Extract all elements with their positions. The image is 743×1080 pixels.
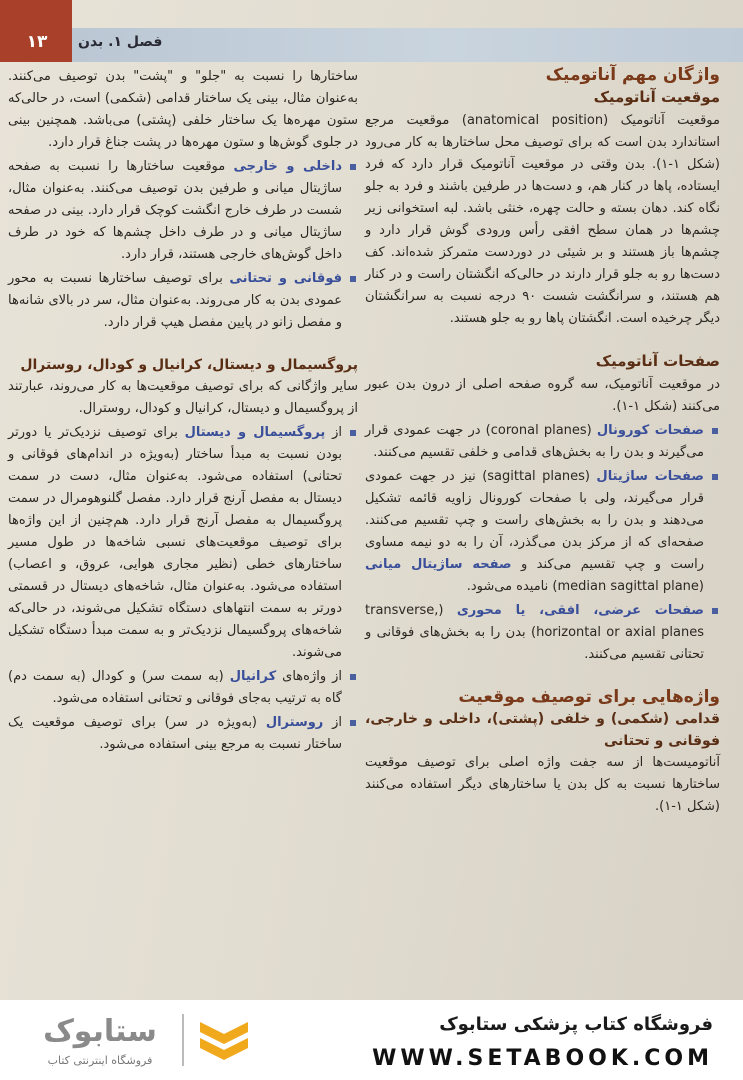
paragraph: در موقعیت آناتومیک، سه گروه صفحه اصلی از درون بدن عبور می‌کنند (شکل ۱-۱). [365,377,720,414]
bullet-icon [350,674,356,680]
list-item [8,156,358,266]
term: صفحه ساژیتال میانی [365,557,512,572]
store-footer [0,1000,743,1080]
list-item [365,420,720,464]
chapter-title: فصل ۱. بدن [78,34,163,50]
page-number-tab [0,0,72,62]
term: داخلی و خارجی [233,159,343,174]
list-item [8,422,358,664]
term: روسترال [265,715,324,730]
paragraph: موقعیت آناتومیک (anatomical position) موقعیت مرجع استاندارد بدن است که برای توصیف محل ساختارها به کار می‌رود (شکل ۱-۱). بدن وقتی در موقعیت آناتومیک قرار دارد که فرد ایستاده، پاها در کنار هم، و دست‌ها در طرفین باشند و فرد به جلو نگاه کند. دهان بسته و حالت چهره، خنثی باشد. لبه استخوانی زیر چشم‌ها در همان سطح افقی رأس ورودی گوش قرار دارد و چشم‌ها باز هستند و بر شیئی در دوردست متمرکز شده‌اند. کف دست‌ها رو به جلو قرار دارند در حالی‌که انگشتان راست و در کنار هم هستند، و سرانگشت شست ۹۰ درجه نسبت به سرانگشتان دیگر چرخیده است. انگشتان پاها رو به جلو هستند. [365,113,720,326]
list-item [365,466,720,598]
term: صفحات ساژیتال [596,469,704,484]
list-item-text: از [323,715,342,730]
list-item-text: برای توصیف ساختارها نسبت به محور عمودی بدن به کار می‌روند. به‌عنوان مثال، سر در بالای شانه‌ها و مفصل زانو در پایین مفصل هیپ قرار دارد. [8,271,342,330]
section-heading: قدامی (شکمی) و خلفی (پشتی)، داخلی و خارجی، فوقانی و تحتانی [365,711,720,749]
list-item-text: (median sagittal plane) نامیده می‌شود. [466,579,704,594]
term: فوقانی و تحتانی [229,271,342,286]
paragraph: آناتومیست‌ها از سه جفت واژه اصلی برای توصیف موقعیت ساختارها نسبت به کل بدن یا ساختارهای دیگر استفاده می‌کنند (شکل ۱-۱). [365,755,720,814]
main-heading: واژگان مهم آناتومیک [545,65,720,85]
term: کرانیال [229,669,277,684]
store-logo-subtitle: فروشگاه اینترنتی کتاب [47,1054,153,1067]
store-url[interactable]: WWW.SETABOOK.COM [372,1046,713,1071]
bullet-icon [350,164,356,170]
bullet-icon [350,430,356,436]
list-item-text: (transverse, horizontal or axial planes) بدن را به بخش‌های فوقانی و تحتانی تقسیم می‌کنند. [365,603,704,662]
list-item-text: (sagittal planes) نیز در جهت عمودی قرار می‌گیرند، ولی با صفحات کورونال زاویه قائمه تشکیل می‌دهند و بدن را به بخش‌های راست و چپ تقسیم می‌کنند. صفحه‌ای که از مرکز بدن می‌گذرد، آن را به دو نیمه مساوی راست و چپ تقسیم می‌کند و [365,469,704,572]
footer-divider [182,1014,184,1066]
bullet-icon [712,474,718,480]
section-heading: پروگسیمال و دیستال، کرانیال و کودال، روسترال [20,357,358,373]
chevron-logo-icon [196,1016,252,1064]
list-item-text: برای توصیف نزدیک‌تر یا دورتر بودن نسبت به مبدأ ساختار (به‌ویژه در اندام‌های فوقانی و تحتانی) استفاده می‌شود. به‌عنوان مثال، دست در سمت دیستال به مفصل آرنج قرار دارد. مفصل گلنوهومرال در سمت پروگسیمال به مفصل آرنج قرار دارد. هم‌چنین از این واژه‌ها برای توصیف موقعیت‌های نسبی شاخه‌ها در طول مسیر ساختارهای خطی (نظیر مجاری هوایی، عروق، و اعصاب) استفاده می‌شود. به‌عنوان مثال، شاخه‌های دیستال در قسمتی دورتر به سمت انتهاهای دستگاه تشکیل می‌شوند، در حالی‌که شاخه‌های پروگسیمال نزدیک‌تر و به سمت مبدأ دستگاه تشکیل می‌شوند. [8,425,342,660]
bullet-icon [350,720,356,726]
section-heading: صفحات آناتومیک [595,352,720,370]
paragraph: ساختارها را نسبت به "جلو" و "پشت" بدن توصیف می‌کنند. به‌عنوان مثال، بینی یک ساختار قدامی (شکمی) است، در حالی‌که ستون مهره‌ها یک ساختار خلفی (پشتی) می‌باشد. همچنین بینی در جلوی گوش‌ها و ستون مهره‌ها در پشت جناغ قرار دارد. [8,69,358,150]
main-heading: واژه‌هایی برای توصیف موقعیت [458,687,720,707]
right-column [365,64,720,820]
list-item-text: از واژه‌های [276,669,343,684]
bullet-icon [712,608,718,614]
list-item-text: (به‌ویژه در سر) برای توصیف موقعیت یک ساختار نسبت به مرجع بینی استفاده می‌شود. [8,715,342,752]
page-number: ۱۳ [26,32,48,52]
bullet-icon [712,428,718,434]
list-item-text: موقعیت ساختارها را نسبت به صفحه ساژیتال میانی و طرفین بدن توصیف می‌کنند. به‌عنوان مثال، شست در طرف خارج انگشت کوچک قرار دارد. بینی در صفحه ساژیتال میانی و در طرف داخل چشم‌ها که خود در طرف داخل گوش‌های خارجی هستند، قرار دارد. [8,159,342,262]
paragraph: سایر واژگانی که برای توصیف موقعیت‌ها به کار می‌روند، عبارتند از پروگسیمال و دیستال، کرانیال و کودال، روسترال. [8,379,358,416]
list-item-text: (coronal planes) در جهت عمودی قرار می‌گیرند و بدن را به بخش‌های قدامی و خلفی تقسیم می‌کنند. [365,423,704,460]
term: صفحات عرضی، افقی، یا محوری [456,603,704,618]
store-logo: ستابوک [43,1014,157,1049]
bullet-icon [350,276,356,282]
term: صفحات کورونال [596,423,704,438]
store-name: فروشگاه کتاب پزشکی ستابوک [439,1014,713,1035]
list-item [8,268,358,334]
term: پروگسیمال و دیستال [184,425,326,440]
list-item [365,600,720,666]
list-item-text: از [325,425,342,440]
section-heading: موقعیت آناتومیک [593,88,720,106]
list-item-text: (به سمت سر) و کودال (به سمت دم) گاه به ترتیب به‌جای فوقانی و تحتانی استفاده می‌شود. [8,669,342,706]
list-item [8,666,358,710]
list-item [8,712,358,756]
left-column [8,66,358,758]
